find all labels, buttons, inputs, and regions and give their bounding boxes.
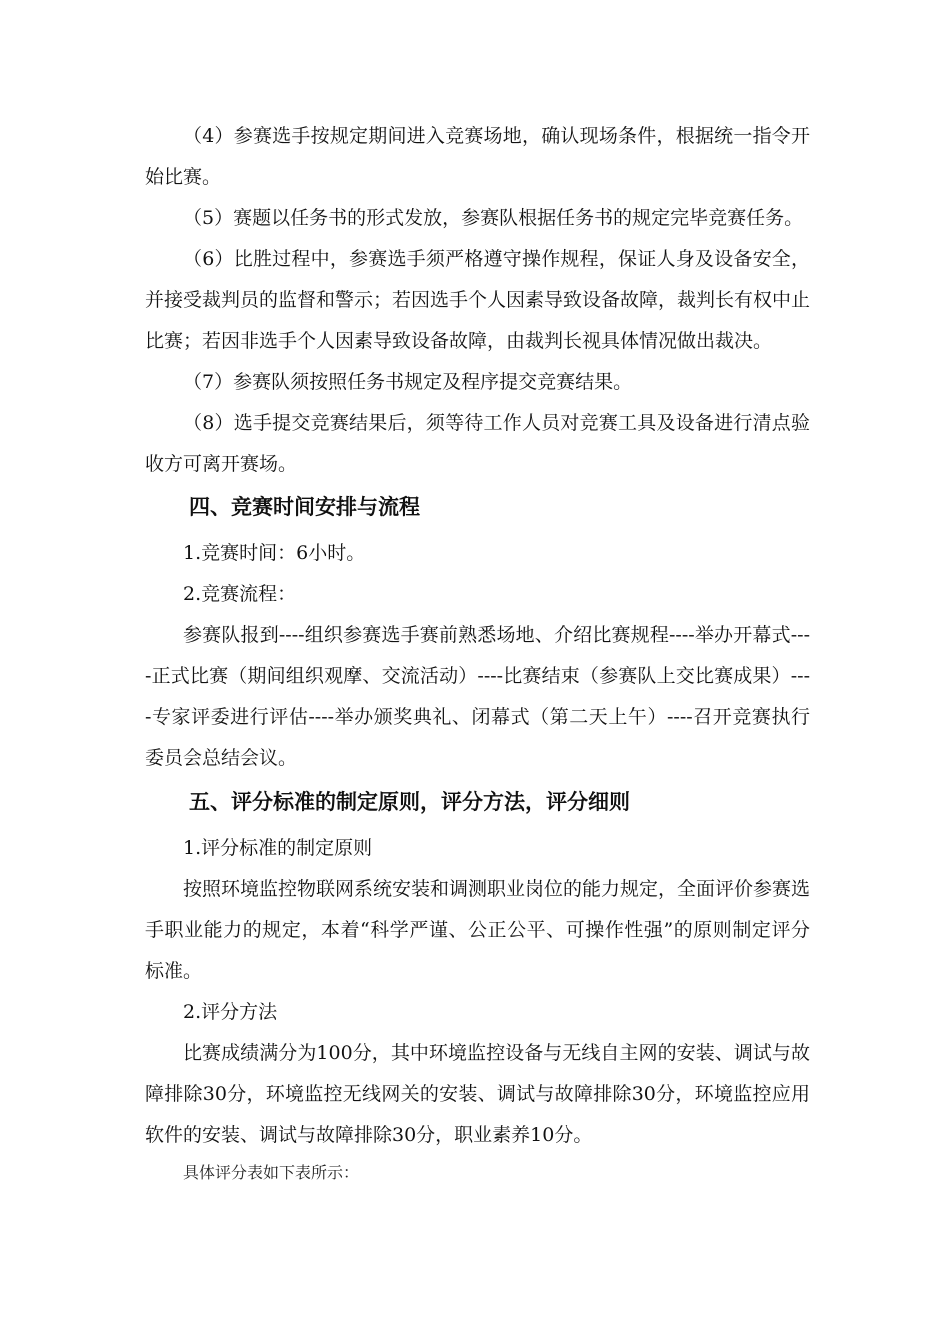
paragraph-item-4: （4）参赛选手按规定期间进入竞赛场地，确认现场条件，根据统一指令开始比赛。 [145, 125, 810, 188]
paragraph-item-7: （7）参赛队须按照任务书规定及程序提交竞赛结果。 [183, 371, 633, 393]
section-4-heading: 四、竞赛时间安排与流程 [189, 495, 420, 519]
paragraph-item-5: （5）赛题以任务书的形式发放，参赛队根据任务书的规定完毕竞赛任务。 [183, 207, 804, 229]
competition-flow-text: 参赛队报到----组织参赛选手赛前熟悉场地、介绍比赛规程----举办开幕式----正式比赛（期间组织观摩、交流活动）----比赛结束（参赛队上交比赛成果）----专家评委进行评估----举办颁奖典礼、闭幕式（第二天上午）----召开竞赛执行委员会总结会议。 [145, 624, 810, 769]
section-5-heading: 五、评分标准的制定原则，评分方法，评分细则 [189, 790, 630, 814]
score-table-note: 具体评分表如下表所示： [183, 1163, 360, 1182]
paragraph-item-8: （8）选手提交竞赛结果后，须等待工作人员对竞赛工具及设备进行清点验收方可离开赛场。 [145, 412, 810, 475]
competition-flow-label: 2.竞赛流程： [183, 583, 297, 605]
competition-time: 1.竞赛时间：6小时。 [183, 542, 366, 564]
scoring-method-label: 2.评分方法 [183, 1001, 278, 1023]
paragraph-item-6: （6）比胜过程中，参赛选手须严格遵守操作规程，保证人身及设备安全，并接受裁判员的监督和警示；若因选手个人因素导致设备故障，裁判长有权中止比赛；若因非选手个人因素导致设备故障，由裁判长视具体情况做出裁决。 [145, 248, 811, 352]
scoring-principle-label: 1.评分标准的制定原则 [183, 837, 373, 859]
scoring-principle-text: 按照环境监控物联网系统安装和调测职业岗位的能力规定，全面评价参赛选手职业能力的规定，本着“科学严谨、公正公平、可操作性强”的原则制定评分标准。 [145, 878, 811, 982]
scoring-method-text: 比赛成绩满分为100分，其中环境监控设备与无线自主网的安装、调试与故障排除30分，环境监控无线网关的安装、调试与故障排除30分，环境监控应用软件的安装、调试与故障排除30分，职业素养10分。 [145, 1042, 810, 1146]
